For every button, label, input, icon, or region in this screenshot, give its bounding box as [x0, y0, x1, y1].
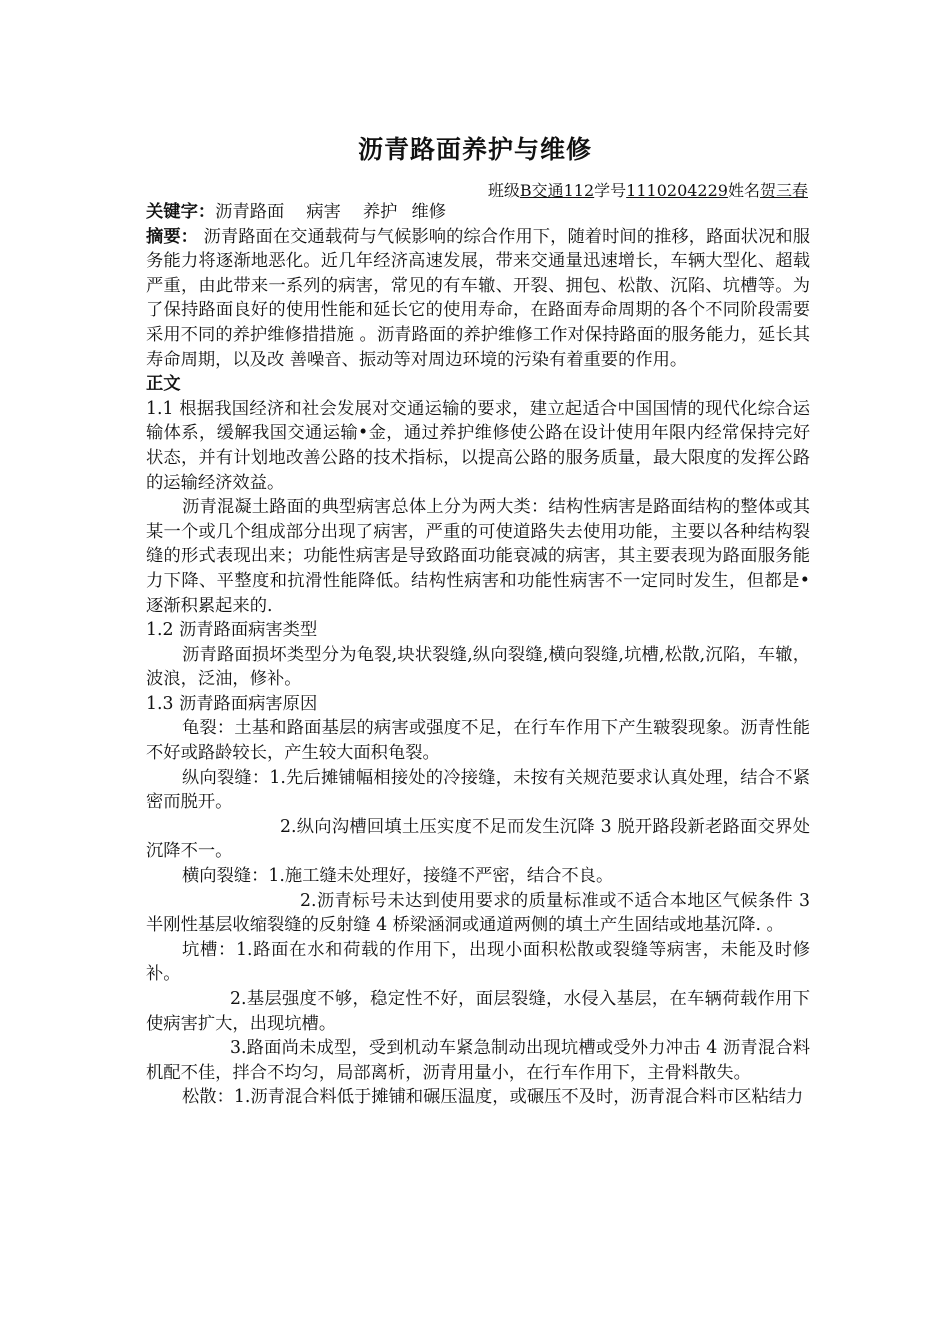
keyword: 病害 — [306, 202, 341, 222]
keywords-label: 关键字： — [146, 202, 216, 222]
paragraph: 龟裂：土基和路面基层的病害或强度不足，在行车作用下产生皲裂现象。沥青性能不好或路龄较长，产生较大面积龟裂。 — [146, 718, 810, 764]
paragraph: 沥青混凝土路面的典型病害总体上分为两大类：结构性病害是路面结构的整体或其某一个或几个组成部分出现了病害，严重的可使道路失去使用功能，主要以各种结构裂缝的形式表现出来；功能性病害是导致路面功能衰减的病害，其主要表现为路面服务能力下降、平整度和抗滑性能降低。结构性病害和功能性病害不一定同时发生，但都是•逐渐积累起来的. — [146, 497, 810, 616]
id-value: 1110204229 — [626, 181, 728, 200]
paragraph: 1.1 根据我国经济和社会发展对交通运输的要求，建立起适合中国国情的现代化综合运输体系，缓解我国交通运输•金，通过养护维修使公路在设计使用年限内经常保持完好状态，并有计划地改善公路的技术指标，以提高公路的服务质量，最大限度的发挥公路的运输经济效益。 — [146, 398, 810, 493]
name-value: 贺三春 — [759, 181, 808, 200]
paragraph: 横向裂缝：1.施工缝未处理好，接缝不严密，结合不良。 — [182, 866, 614, 887]
author-info — [488, 178, 808, 201]
name-label: 姓名 — [727, 181, 760, 200]
document-title: 沥青路面养护与维修 — [357, 135, 592, 164]
paragraph: 2.沥青标号未达到使用要求的质量标准或不适合本地区气候条件 3 半刚性基层收缩裂缝的反射缝 4 桥梁涵洞或通道两侧的填土产生固结或地基沉降. 。 — [146, 890, 810, 936]
class-value: B交通112 — [519, 181, 595, 200]
body-heading: 正文 — [146, 374, 181, 395]
paragraph: 松散：1.沥青混合料低于摊铺和碾压温度，或碾压不及时，沥青混合料市区粘结力 — [182, 1087, 804, 1108]
paragraph: 沥青路面损坏类型分为龟裂,块状裂缝,纵向裂缝,横向裂缝,坑槽,松散,沉陷，车辙，波浪，泛油，修补。 — [146, 644, 810, 690]
id-label: 学号 — [594, 181, 627, 200]
keywords-line — [146, 200, 810, 225]
abstract-text: 沥青路面在交通载荷与气候影响的综合作用下，随着时间的推移，路面状况和服务能力将逐渐地恶化。近几年经济高速发展，带来交通量迅速增长，车辆大型化、超载严重，由此带来一系列的病害，常见的有车辙、开裂、拥包、松散、沉陷、坑槽等。为了保持路面良好的使用性能和延长它的使用寿命，在路面寿命周期的各个不同阶段需要采用不同的养护维修措措施 。沥青路面的养护维修工作对保持路面的服务能力，延长其寿命周期，以及改 善噪音、振动等对周边环境的污染有着重要的作用。 — [146, 226, 810, 370]
class-label: 班级 — [487, 181, 520, 200]
paragraph: 3.路面尚未成型，受到机动车紧急制动出现坑槽或受外力冲击 4 沥青混合料机配不佳，拌合不均匀，局部离析，沥青用量小，在行车作用下，主骨料散失。 — [146, 1038, 810, 1083]
section-heading: 1.3 沥青路面病害原因 — [146, 693, 318, 714]
paragraph: 2.纵向沟槽回填土压实度不足而发生沉降 3 脱开路段新老路面交界处沉降不一。 — [146, 816, 810, 862]
document-body — [146, 200, 810, 1110]
section-heading: 1.2 沥青路面病害类型 — [146, 620, 318, 641]
paragraph: 2.基层强度不够，稳定性不好，面层裂缝，水侵入基层，在车辆荷载作用下使病害扩大，出现坑槽。 — [146, 989, 810, 1034]
paragraph: 坑槽：1.路面在水和荷载的作用下，出现小面积松散或裂缝等病害，未能及时修补。 — [146, 939, 810, 985]
abstract — [146, 225, 810, 373]
abstract-label: 摘要： — [146, 226, 198, 247]
keyword: 维修 — [411, 202, 447, 222]
keyword: 沥青路面 — [215, 202, 285, 222]
paragraph: 纵向裂缝：1.先后摊铺幅相接处的冷接缝，未按有关规范要求认真处理，结合不紧密而脱开。 — [146, 767, 810, 813]
keyword: 养护 — [362, 202, 398, 222]
